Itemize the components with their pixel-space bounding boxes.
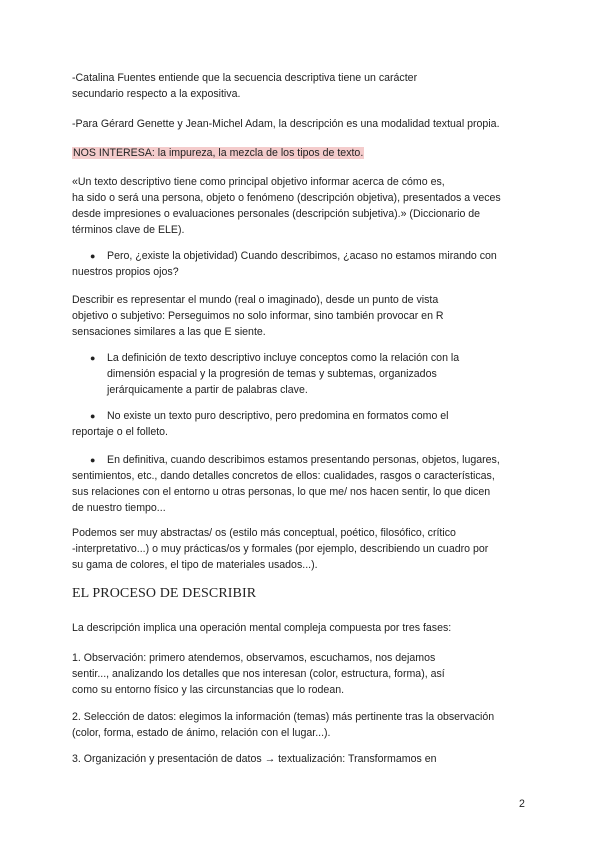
text-line: sentir..., analizando los detalles que nos interesan (color, estructura, forma), así: [72, 668, 445, 680]
text-line: «Un texto descriptivo tiene como principal objetivo informar acerca de cómo es,: [72, 176, 445, 188]
bullet-icon: ●: [90, 411, 96, 421]
text-line: sus relaciones con el entorno u otras personas, lo que me/ nos hacen sentir, lo que dicen: [72, 486, 491, 498]
text-line: No existe un texto puro descriptivo, pero predomina en formatos como el: [107, 410, 449, 422]
text-line: su gama de colores, el tipo de materiales usados...).: [72, 559, 318, 571]
bullet-en-definitiva: [72, 452, 532, 516]
step-seleccion: [72, 709, 532, 741]
text-line: términos clave de ELE).: [72, 224, 185, 236]
step-organizacion: [72, 751, 532, 767]
text-line: En definitiva, cuando describimos estamos presentando personas, objetos, lugares,: [107, 454, 500, 466]
bullet-icon: ●: [90, 455, 96, 465]
text-line: jerárquicamente a partir de palabras clave.: [107, 384, 308, 396]
section-heading: EL PROCESO DE DESCRIBIR: [72, 586, 257, 601]
quote-definition: [72, 174, 532, 238]
text-line: reportaje o el folleto.: [72, 426, 168, 438]
text-line: sensaciones similares a las que E siente.: [72, 326, 266, 338]
text-line: 2. Selección de datos: elegimos la información (temas) más pertinente tras la observación: [72, 711, 495, 723]
paragraph-genette-adam: [72, 116, 532, 132]
text-line: -interpretativo...) o muy prácticas/os y formales (por ejemplo, describiendo un cuadro por: [72, 543, 489, 555]
paragraph-abstractas: [72, 525, 532, 573]
bullet-texto-puro: [72, 408, 532, 440]
text-line: como su entorno físico y las circunstancias que lo rodean.: [72, 684, 345, 696]
highlighted-text: NOS INTERESA: la impureza, la mezcla de los tipos de texto.: [73, 147, 364, 159]
text-line: (color, forma, estado de ánimo, relación con el lugar...).: [72, 727, 331, 739]
page-number: 2: [519, 798, 525, 810]
paragraph-highlight: [72, 145, 532, 161]
text-line: Pero, ¿existe la objetividad) Cuando describimos, ¿acaso no estamos mirando con: [107, 250, 497, 262]
text-line: sentimientos, etc., dando detalles concretos de ellos: cualidades, rasgos o características,: [72, 470, 495, 482]
text-line: desde impresiones o evaluaciones personales (descripción subjetiva).» (Diccionario de: [72, 208, 481, 220]
paragraph-tres-fases: [72, 620, 532, 636]
text-line: -Catalina Fuentes entiende que la secuencia descriptiva tiene un carácter: [72, 72, 418, 84]
text-line: objetivo o subjetivo: Perseguimos no solo informar, sino también provocar en R: [72, 310, 444, 322]
paragraph-catalina-fuentes: [72, 70, 532, 102]
bullet-icon: ●: [90, 251, 96, 261]
text-line: nuestros propios ojos?: [72, 266, 179, 278]
text-line: Podemos ser muy abstractas/ os (estilo más conceptual, poético, filosófico, crítico: [72, 527, 456, 539]
text-line: de nuestro tiempo...: [72, 502, 166, 514]
text-line: La definición de texto descriptivo incluye conceptos como la relación con la: [107, 352, 460, 364]
text-line: secundario respecto a la expositiva.: [72, 88, 241, 100]
text-line: ha sido o será una persona, objeto o fenómeno (descripción objetiva), presentados a veces: [72, 192, 501, 204]
text-line: dimensión espacial y la progresión de temas y subtemas, organizados: [107, 368, 437, 380]
text-line: Describir es representar el mundo (real o imaginado), desde un punto de vista: [72, 294, 439, 306]
text-line: 3. Organización y presentación de datos → textualización: Transformamos en: [72, 753, 437, 765]
text-line: -Para Gérard Genette y Jean-Michel Adam, la descripción es una modalidad textual propia.: [72, 118, 500, 130]
bullet-definicion: [107, 350, 527, 398]
text-line: La descripción implica una operación mental compleja compuesta por tres fases:: [72, 622, 452, 634]
text-line: 1. Observación: primero atendemos, observamos, escuchamos, nos dejamos: [72, 652, 436, 664]
bullet-objetividad: [72, 248, 532, 280]
step-observacion: [72, 650, 532, 698]
bullet-icon: ●: [90, 353, 96, 363]
paragraph-describir: [72, 292, 532, 340]
